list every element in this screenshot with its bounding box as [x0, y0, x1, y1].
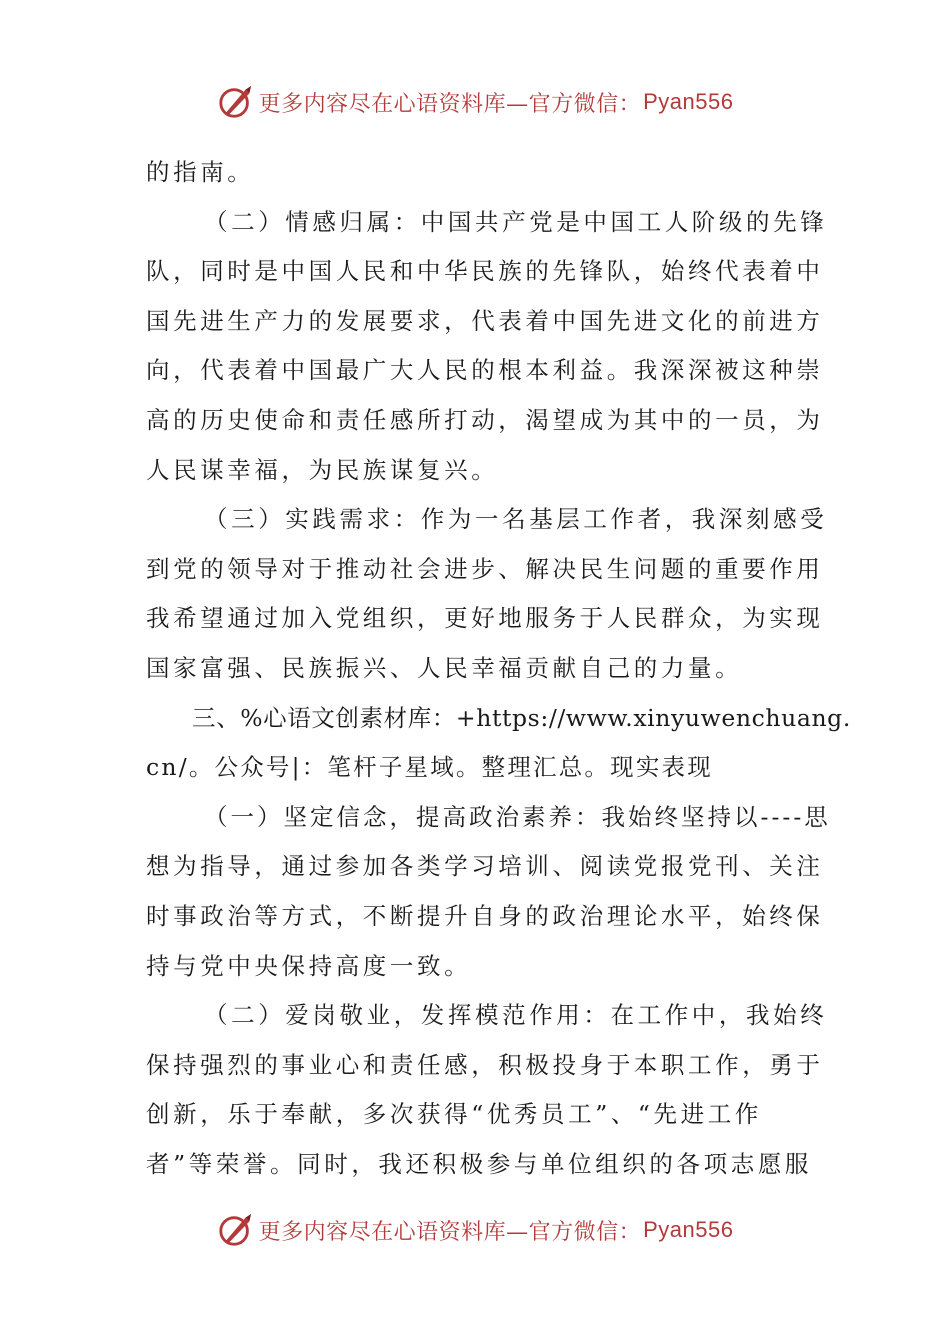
text-line: （二）爱岗敬业，发挥模范作用：在工作中，我始终: [204, 1001, 828, 1030]
text-line: 我希望通过加入党组织，更好地服务于人民群众，为实现: [146, 604, 824, 633]
text-line: 向，代表着中国最广大人民的根本利益。我深深被这种崇: [146, 356, 824, 385]
watermark-banner-bottom: [0, 1210, 950, 1250]
text-line: 时事政治等方式，不断提升自身的政治理论水平，始终保: [146, 901, 824, 930]
watermark-text: 更多内容尽在心语资料库—官方微信：: [258, 91, 642, 117]
wechat-id: Pyan556: [643, 1217, 734, 1242]
text-line: 的指南。: [146, 158, 255, 186]
watermark-banner-top: [0, 82, 950, 122]
text-line: 国先进生产力的发展要求，代表着中国先进文化的前进方: [146, 306, 824, 335]
text-line: 到党的领导对于推动社会进步、解决民生问题的重要作用: [146, 554, 824, 583]
text-line: 者”等荣誉。同时，我还积极参与单位组织的各项志愿服: [146, 1149, 813, 1178]
text-line: 持与党中央保持高度一致。: [146, 951, 472, 980]
text-line: cn/。公众号|：笔杆子星域。整理汇总。现实表现: [146, 753, 713, 782]
text-line: 国家富强、民族振兴、人民幸福贡献自己的力量。: [146, 653, 743, 682]
text-line: 创新，乐于奉献，多次获得“优秀员工”、“先进工作: [146, 1100, 762, 1129]
text-line: 人民谋幸福，为民族谋复兴。: [146, 455, 499, 484]
text-line: （三）实践需求：作为一名基层工作者，我深刻感受: [204, 505, 828, 534]
text-line: 想为指导，通过参加各类学习培训、阅读党报党刊、关注: [146, 852, 824, 881]
text-line: （二）情感归属：中国共产党是中国工人阶级的先锋: [204, 207, 828, 236]
quill-pen-logo-icon: [217, 83, 255, 121]
text-line: 三、%心语文创素材库：+https://www.xinyuwenchuang.: [192, 703, 851, 732]
document-body: [146, 148, 851, 1189]
text-line: （一）坚定信念，提高政治素养：我始终坚持以----思: [204, 802, 831, 831]
text-line: 高的历史使命和责任感所打动，渴望成为其中的一员，为: [146, 405, 824, 434]
text-line: 保持强烈的事业心和责任感，积极投身于本职工作，勇于: [146, 1050, 824, 1079]
quill-pen-logo-icon: [217, 1211, 255, 1249]
wechat-id: Pyan556: [643, 89, 734, 114]
text-line: 队，同时是中国人民和中华民族的先锋队，始终代表着中: [146, 257, 824, 286]
watermark-text: 更多内容尽在心语资料库—官方微信：: [258, 1219, 642, 1245]
